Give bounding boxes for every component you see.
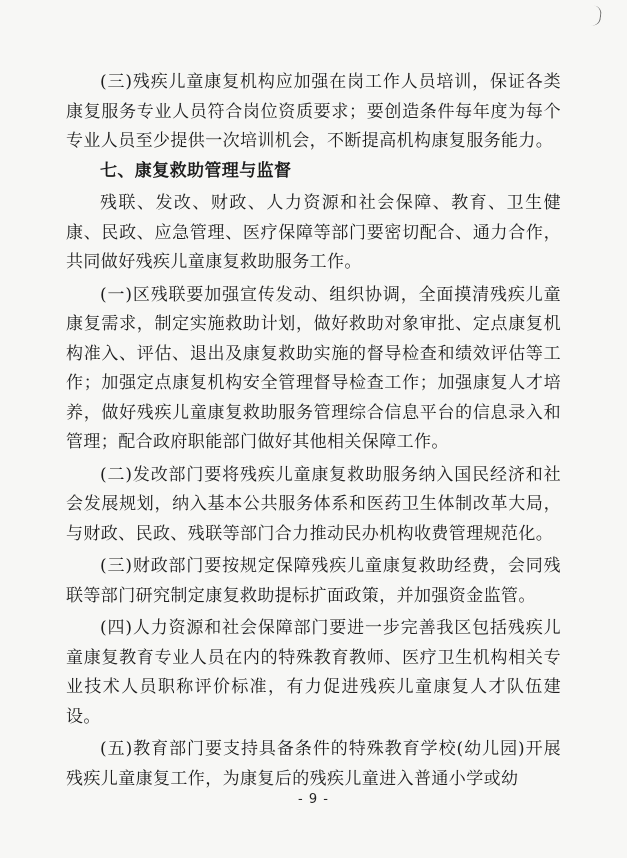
- paragraph-3-finance: (三)财政部门要按规定保障残疾儿童康复救助经费，会同残联等部门研究制定康复救助提标扩面政策，并加强资金监管。: [66, 556, 561, 606]
- paragraph-4-human-resources: (四)人力资源和社会保障部门要进一步完善我区包括残疾儿童康复教育专业人员在内的特殊教育教师、医疗卫生机构相关专业技术人员职称评价标准，有力促进残疾儿童康复人才队伍建设。: [66, 618, 561, 727]
- document-body: [66, 68, 561, 794]
- paragraph-2-development-reform: (二)发改部门要将残疾儿童康复救助服务纳入国民经济和社会发展规划，纳入基本公共服务体系和医药卫生体制改革大局，与财政、民政、残联等部门合力推动民办机构收费管理规范化。: [66, 464, 561, 544]
- paragraph-departments: 残联、发改、财政、人力资源和社会保障、教育、卫生健康、民政、应急管理、医疗保障等部门要密切配合、通力合作，共同做好残疾儿童康复救助服务工作。: [66, 193, 561, 272]
- section-heading-7: 七、康复救助管理与监督: [100, 160, 292, 181]
- paragraph-1-disabled-federation: (一)区残联要加强宣传发动、组织协调，全面摸清残疾儿童康复需求，制定实施救助计划，做好救助对象审批、定点康复机构准入、评估、退出及康复救助实施的督导检查和绩效评估等工作；加强定点康复机构安全管理督导检查工作；加强康复人才培养，做好残疾儿童康复救助服务管理综合信息平台的信息录入和管理；配合政府职能部门做好其他相关保障工作。: [66, 284, 561, 452]
- paragraph-5-education: (五)教育部门要支持具备条件的特殊教育学校(幼儿园)开展残疾儿童康复工作，为康复后的残疾儿童进入普通小学或幼: [66, 739, 561, 789]
- pen-mark-icon: [591, 5, 603, 26]
- paragraph-3-training: (三)残疾儿童康复机构应加强在岗工作人员培训，保证各类康复服务专业人员符合岗位资质要求；要创造条件每年度为每个专业人员至少提供一次培训机会，不断提高机构康复服务能力。: [66, 72, 561, 151]
- page-number: - 9 -: [298, 792, 329, 807]
